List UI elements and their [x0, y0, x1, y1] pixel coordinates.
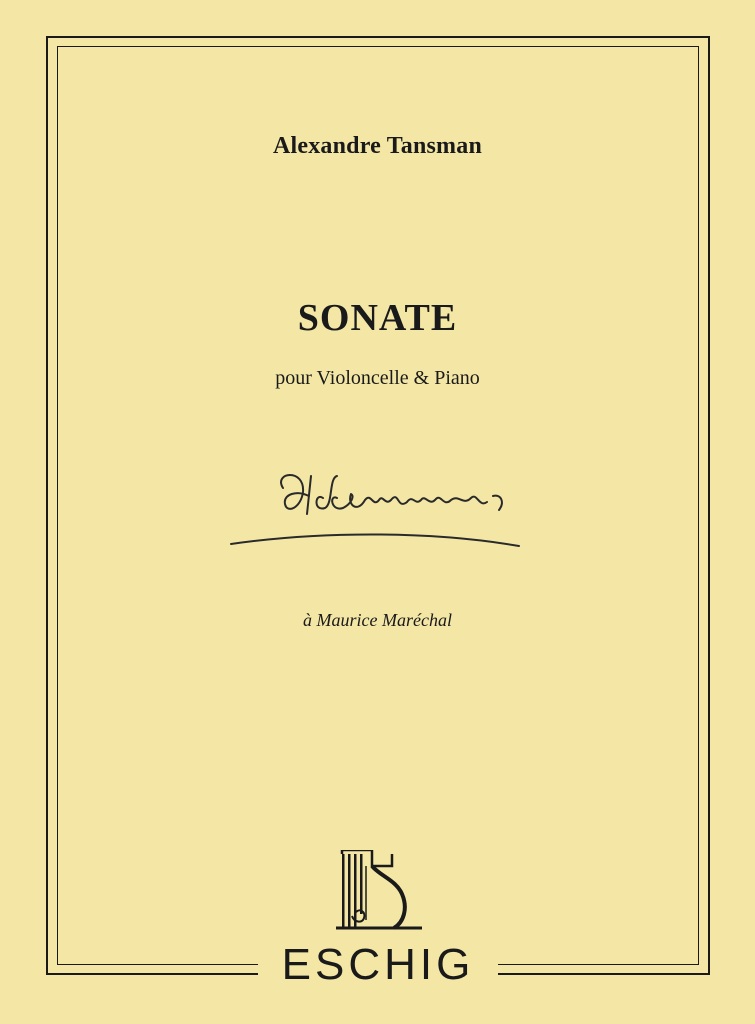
composer-signature — [225, 458, 525, 558]
work-title: SONATE — [297, 297, 458, 339]
composer-name: Alexandre Tansman — [272, 133, 483, 159]
dedication: à Maurice Maréchal — [303, 610, 452, 630]
instrumentation-subtitle: pour Violoncelle & Piano — [275, 367, 480, 389]
publisher-name: ESCHIG — [258, 936, 498, 994]
eschig-harp-logo-icon — [332, 850, 426, 934]
